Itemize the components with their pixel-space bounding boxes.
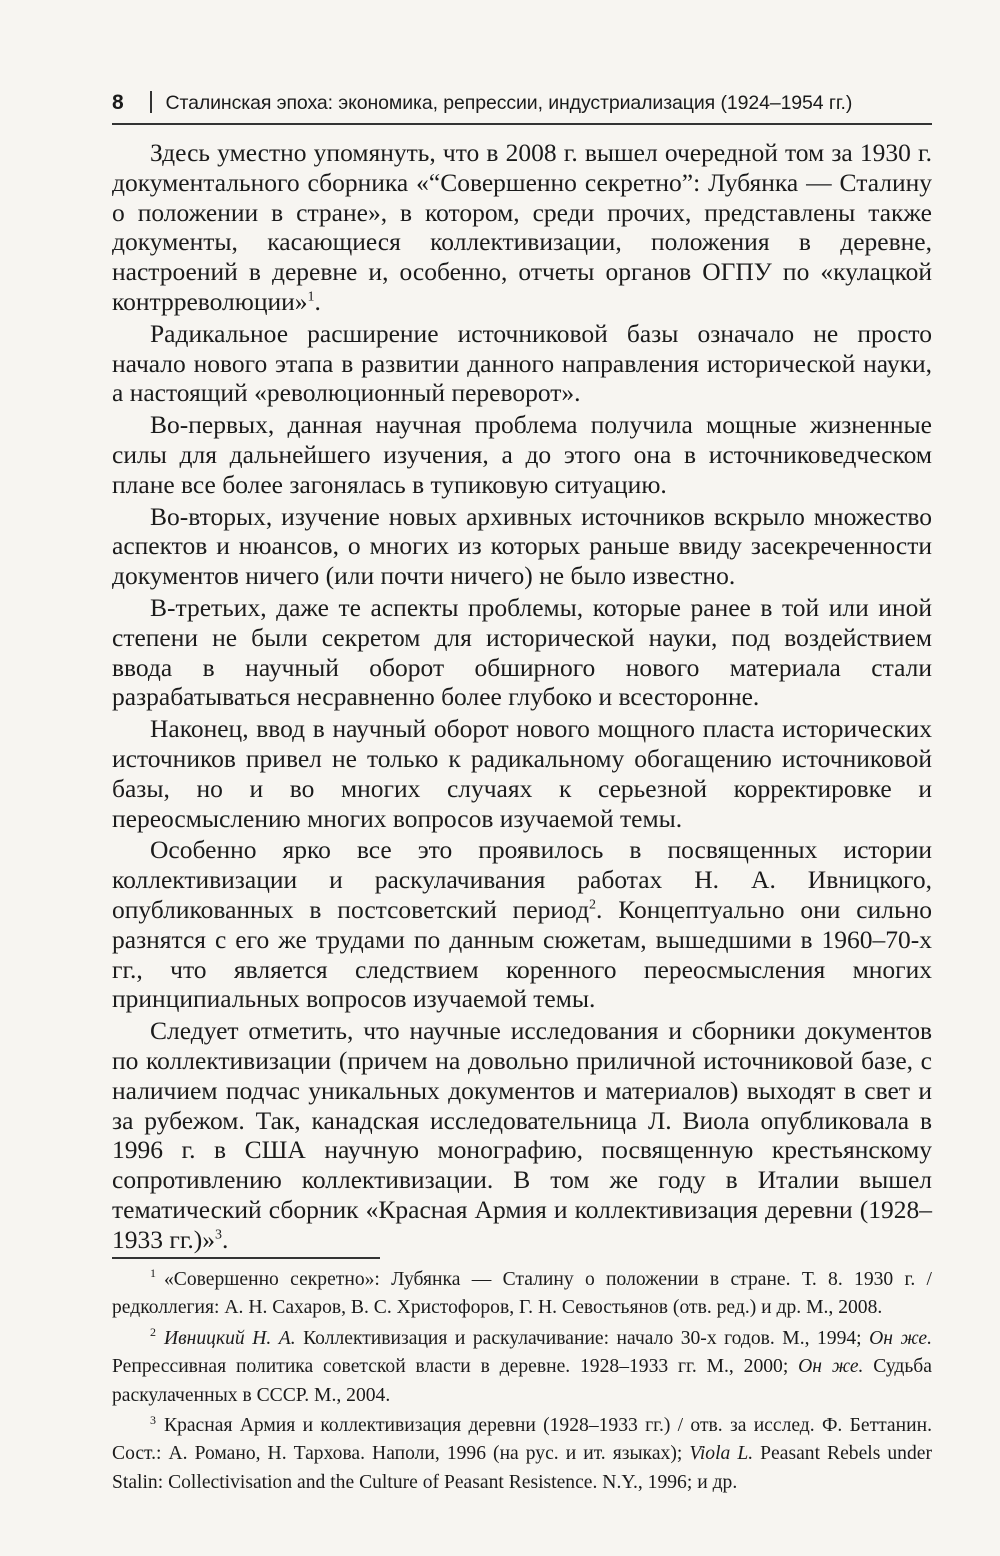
- running-head: [112, 86, 932, 120]
- paragraph-text: Особенно ярко все это проявилось в посвященных истории коллективизации и раскулачивания работах Н. А. Ивницкого, опубликованных в постсоветский период: [112, 835, 932, 924]
- paragraph-text: Здесь уместно упомянуть, что в 2008 г. вышел очередной том за 1930 г. документального сборника «“Совершенно секретно”: Лубянка — Сталину о положении в стране», в котором, среди прочих, представлены также документы, касающиеся коллективизации, положения в деревне, настроений в деревне и, особенно, отчеты органов ОГПУ по «кулацкой контрреволюции»: [112, 138, 932, 316]
- footnote: [112, 1266, 932, 1323]
- paragraph-text-tail: .: [314, 286, 321, 316]
- footnote: [112, 1412, 932, 1497]
- footnote-number: 3: [150, 1412, 156, 1427]
- footnote: [112, 1325, 932, 1410]
- body-text: [112, 138, 932, 1256]
- paragraph-text: Во-вторых, изучение новых архивных источников вскрыло множество аспектов и нюансов, о многих из которых раньше ввиду засекреченности документов ничего (или почти ничего) не было известно.: [112, 501, 932, 591]
- header-rule: [112, 123, 932, 125]
- footnote-number: 2: [150, 1325, 156, 1340]
- paragraph: [112, 410, 932, 499]
- footnote-text: «Совершенно секретно»: Лубянка — Сталину о положении в стране. Т. 8. 1930 г. / редколлегия: А. Н. Сахаров, В. С. Христофоров, Г. Н. Севостьянов (отв. ред.) и др. М., 2008.: [112, 1269, 932, 1319]
- paragraph-text: Следует отметить, что научные исследования и сборники документов по коллективизации (причем на довольно приличной источниковой базе, с наличием подчас уникальных документов и материалов) выходят в свет и за рубежом. Так, канадская исследовательница Л. Виола опубликовала в 1996 г. в США научную монографию, посвященную крестьянскому сопротивлению коллективизации. В том же году в Италии вышел тематический сборник «Красная Армия и коллективизация деревни (1928–1933 гг.)»: [112, 1016, 932, 1254]
- footnote-ref[interactable]: 3: [215, 1227, 223, 1243]
- paragraph: [112, 502, 932, 591]
- footnote-ref[interactable]: 1: [307, 289, 315, 305]
- paragraph-text: В-третьих, даже те аспекты проблемы, которые ранее в той или иной степени не были секретом для исторической науки, под воздействием ввода в научный оборот обширного нового материала стали разрабатываться несравненно более глубоко и всесторонне.: [112, 592, 932, 712]
- paragraph: [112, 138, 932, 317]
- footnote-ref[interactable]: 2: [589, 897, 597, 913]
- paragraph-text-tail: . Концептуально они сильно разнятся с его же трудами по данным сюжетам, вышедшими в 1960–70-х гг., что является следствием коренного переосмысления многих принципиальных вопросов изучаемой темы.: [112, 894, 932, 1014]
- paragraph-text: Во-первых, данная научная проблема получила мощные жизненные силы для дальнейшего изучения, а до этого она в источниковедческом плане все более загонялась в тупиковую ситуацию.: [112, 410, 932, 499]
- footnote-author: Он же.: [869, 1327, 933, 1349]
- paragraph: [112, 835, 932, 1014]
- footnote-author: Он же.: [798, 1356, 864, 1378]
- paragraph: [112, 1016, 932, 1254]
- footnote-text: Репрессивная политика советской власти в деревне. 1928–1933 гг. М., 2000;: [112, 1356, 799, 1378]
- page-number: 8: [112, 91, 124, 114]
- paragraph-text: Радикальное расширение источниковой базы означало не просто начало нового этапа в развитии данного направления исторической науки, а настоящий «революционный переворот».: [112, 318, 932, 408]
- footnote-author: Ивницкий Н. А.: [164, 1327, 296, 1349]
- paragraph-text-tail: .: [222, 1224, 229, 1254]
- paragraph: [112, 319, 932, 408]
- footnote-text: Красная Армия и коллективизация деревни (1928–1933 гг.) / отв. за исслед. Ф. Беттанин. Сост.: А. Романо, Н. Тархова. Наполи, 1996 (на рус. и ит. языках);: [112, 1415, 932, 1465]
- footnote-text: Судьба раскулаченных в СССР. М., 2004.: [112, 1356, 932, 1406]
- paragraph-text: Наконец, ввод в научный оборот нового мощного пласта исторических источников привел не только к радикальному обогащению источниковой базы, но и во многих случаях к серьезной корректировке и переосмыслению многих вопросов изучаемой темы.: [112, 714, 932, 833]
- footnote-rule: [112, 1257, 380, 1259]
- footnote-text: Peasant Rebels under Stalin: Collectivisation and the Culture of Peasant Resistence. N.Y., 1996; и др.: [112, 1443, 932, 1493]
- footnote-text: Коллективизация и раскулачивание: начало 30-х годов. М., 1994;: [295, 1327, 870, 1349]
- header-separator: [150, 91, 152, 113]
- running-title: Сталинская эпоха: экономика, репрессии, индустриализация (1924–1954 гг.): [165, 92, 853, 114]
- footnote-author: Viola L.: [689, 1443, 754, 1465]
- paragraph: [112, 593, 932, 712]
- footnote-number: 1: [150, 1266, 156, 1281]
- paragraph: [112, 714, 932, 833]
- footnotes: [112, 1266, 932, 1499]
